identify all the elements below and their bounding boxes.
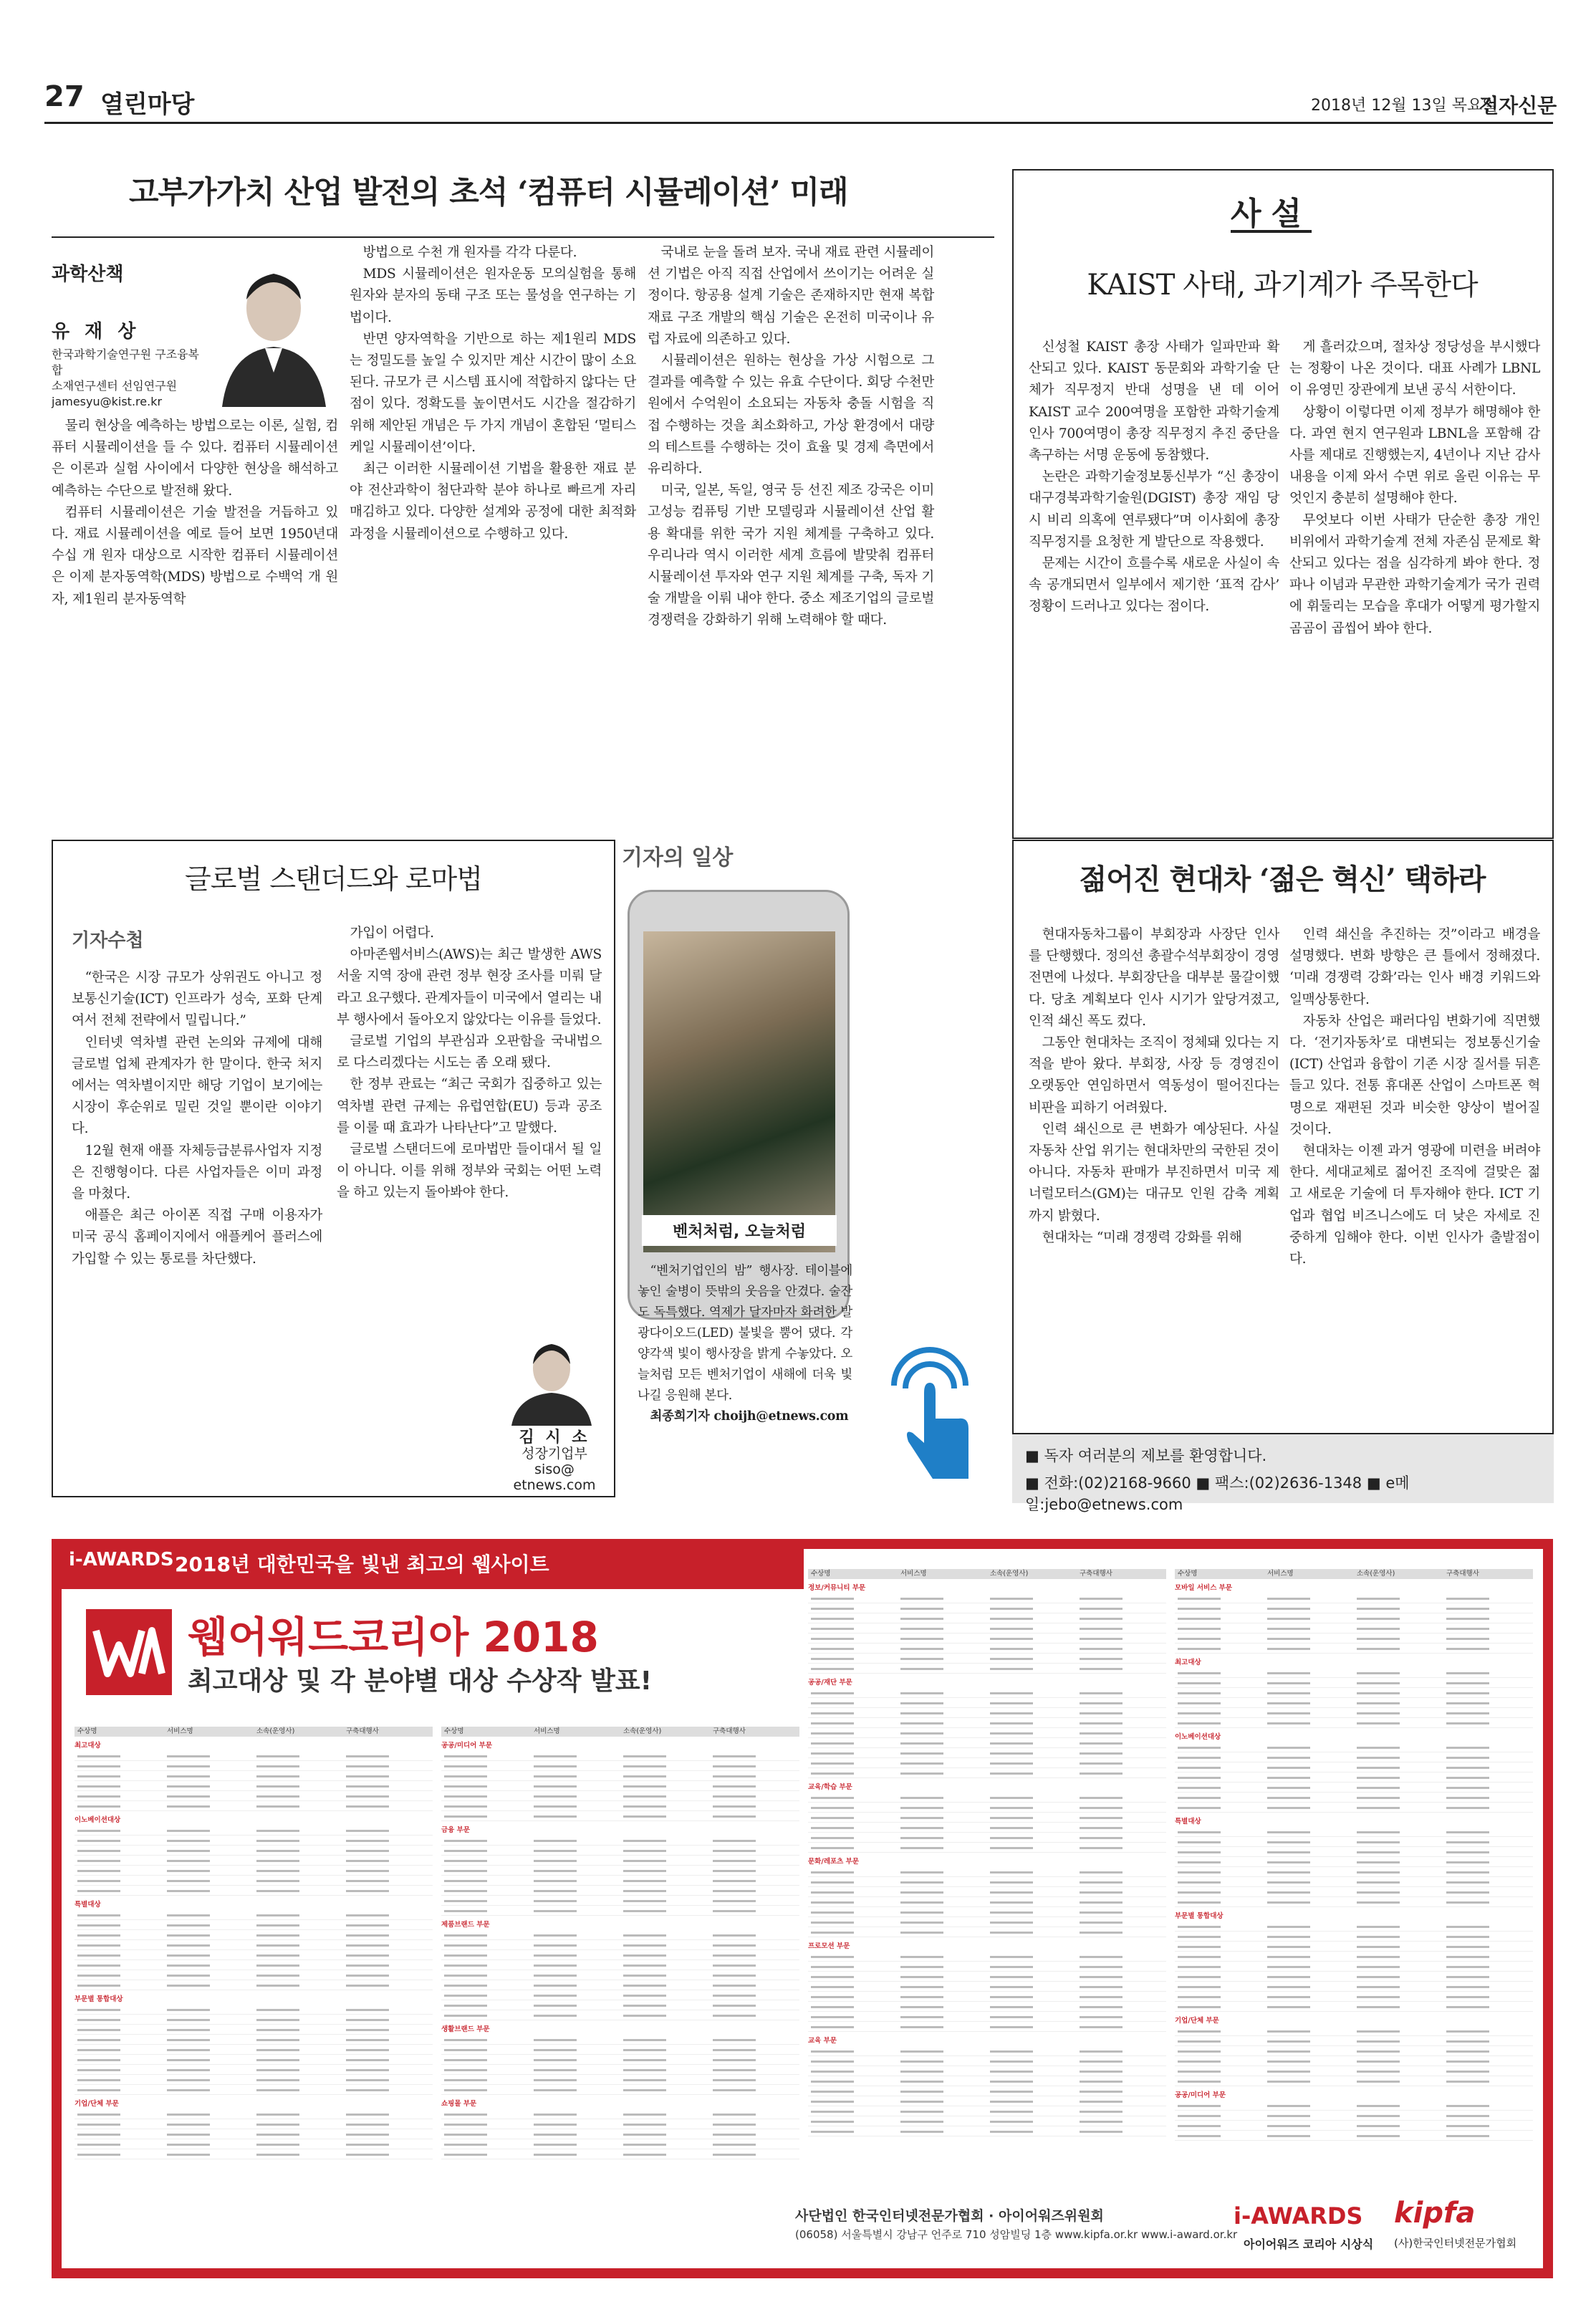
ad-table-row [808, 1793, 1166, 1803]
article-column-1 [52, 416, 338, 610]
ad-category: 정보/커뮤니티 부문 [808, 1584, 866, 1592]
ad-table-row [1175, 1644, 1533, 1654]
ad-table-row [441, 2075, 799, 2085]
iawards-logo: i-AWARDS [1234, 2202, 1363, 2230]
ad-table-row [74, 1960, 433, 1970]
ad-table-row [1175, 1708, 1533, 1718]
ad-table-row [1175, 2002, 1533, 2012]
ad-table-row [1175, 2121, 1533, 2131]
article-column-3 [648, 242, 934, 632]
ad-table-row [441, 1950, 799, 1960]
ad-table-row [74, 2025, 433, 2035]
ad-table-row [74, 1910, 433, 1920]
notice-line: ■ 독자 여러분의 제보를 환영합니다. [1025, 1447, 1267, 1464]
ad-table-row [1175, 2026, 1533, 2036]
ad-table-row [1175, 1603, 1533, 1613]
column-kicker: 기자수첩 [72, 930, 144, 951]
ad-table-row [1175, 1867, 1533, 1877]
ad-category: 공공/재단 부문 [808, 1679, 852, 1687]
ad-table-header-cell: 소속(운영사) [256, 1727, 295, 1735]
ad-table-row [808, 1633, 1166, 1644]
ad-table-row [808, 1952, 1166, 1962]
column-title: 글로벌 스탠더드와 로마법 [185, 863, 482, 895]
photo-caption: 벤처처럼, 오늘처럼 [642, 1215, 837, 1246]
paragraph: 무엇보다 이번 사태가 단순한 총장 개인 비위에서 과학기술계 전체 자존심 문제로 확산되고 있다는 점을 심각하게 봐야 한다. 정파나 이념과 무관한 과학기술계가 국가 권력에 휘둘리는 모습을 후대가 어떻게 평가할지 곰곰이 곱씹어 봐야 한다. [1289, 512, 1540, 636]
ad-table-row [1175, 2046, 1533, 2056]
ad-table-row [808, 1728, 1166, 1738]
paragraph: 미국, 일본, 독일, 영국 등 선진 제조 강국은 이미 고성능 컴퓨팅 기반 모델링과 시뮬레이션 산업 활용 확대를 위한 국가 지원 체계를 구축하고 있다. 우리나라 역시 이러한 세계 흐름에 발맞춰 컴퓨터 시뮬레이션 투자와 연구 지원 체계를 구축, 독자 기술 개발을 이뤄 내야 한다. 중소 제조기업의 글로벌 경쟁력을 강화하기 위해 노력해야 할 때다. [648, 483, 934, 628]
ad-table-row [1175, 1678, 1533, 1688]
ad-table-row [74, 2055, 433, 2065]
ad-table-row [1175, 1752, 1533, 1762]
author-email: siso@ [534, 1462, 575, 1477]
ad-table-header-cell: 소속(운영사) [990, 1570, 1029, 1578]
wa-logo-icon [86, 1609, 172, 1695]
ad-table-row [808, 1718, 1166, 1728]
paragraph: 인력 쇄신을 추진하는 것”이라고 배경을 설명했다. 변화 방향은 큰 틀에서 정해졌다. ‘미래 경쟁력 강화’라는 인사 배경 키워드와 일맥상통한다. [1289, 927, 1540, 1007]
ad-table-row [441, 1846, 799, 1856]
ad-table-header [441, 1727, 799, 1737]
column-text-2 [337, 923, 602, 1204]
ad-category: 특별대상 [74, 1901, 101, 1909]
ad-category: 공공/미디어 부문 [1175, 2091, 1226, 2099]
editorial-2-title: 젊어진 현대차 ‘젊은 혁신’ 택하라 [1079, 863, 1486, 896]
ad-table-row [441, 1811, 799, 1821]
ad-table-row [441, 1886, 799, 1896]
ad-category: 생활브랜드 부문 [441, 2025, 490, 2033]
ad-table-row [74, 1801, 433, 1811]
ad-table-row [441, 1751, 799, 1761]
ad-table-row [808, 2046, 1166, 2056]
section-title: 열린마당 [100, 90, 195, 119]
ad-table-row [441, 1930, 799, 1940]
ad-table-row [74, 1920, 433, 1930]
ad-table-row [441, 1876, 799, 1886]
ad-table-row [808, 1982, 1166, 1992]
ad-table-row [441, 2149, 799, 2159]
ad-table-row [1175, 1762, 1533, 1772]
ad-table-row [808, 1758, 1166, 1768]
reader-notice [1012, 1434, 1554, 1513]
ad-table-row [441, 1866, 799, 1876]
ad-category: 부문별 통합대상 [1175, 1912, 1224, 1920]
ad-table-row [441, 1940, 799, 1950]
ad-table-header-cell: 구축대행사 [1446, 1570, 1479, 1578]
ad-table-row [441, 2010, 799, 2020]
author-name: 김 시 소 [519, 1429, 590, 1447]
ad-table-row [808, 2086, 1166, 2096]
ad-table-row [808, 1813, 1166, 1823]
paragraph: 아마존웹서비스(AWS)는 최근 발생한 AWS 서울 지역 장애 관련 정부 현장 조사를 미뤄 달라고 요구했다. 관계자들이 미국에서 열리는 내부 행사에서 돌아오지 않았다는 이유를 들었다. [337, 947, 602, 1027]
ad-table-row [1175, 1932, 1533, 1942]
ad-category: 이노베이션대상 [74, 1816, 121, 1824]
article-title: 고부가가치 산업 발전의 초석 ‘컴퓨터 시뮬레이션’ 미래 [129, 175, 848, 211]
ad-table-row [441, 1990, 799, 2000]
kipfa-logo: kipfa [1394, 2197, 1476, 2230]
paragraph: “벤처기업인의 밤” 행사장. 테이블에 놓인 술병이 뜻밖의 웃음을 안겼다. 술잔도 독특했다. 역제가 달자마자 화려한 발광다이오드(LED) 불빛을 뿜어 댔다. 각양각색 빛이 행사장을 밝게 수놓았다. 오늘처럼 모든 벤처기업이 새해에 더욱 빛나길 응원해 본다. [638, 1264, 852, 1403]
ad-table-row [74, 1876, 433, 1886]
ad-table-row [441, 1896, 799, 1906]
ad-table-row [1175, 1668, 1533, 1678]
ad-table [74, 1727, 433, 2159]
ad-table-row [1175, 1742, 1533, 1752]
ad-category: 모바일 서비스 부문 [1175, 1584, 1233, 1592]
issue-date: 2018년 12월 13일 목요일 [1311, 97, 1498, 115]
ad-table-row [1175, 1847, 1533, 1857]
ad-table-header-cell: 구축대행사 [1080, 1570, 1112, 1578]
touch-icon [880, 1343, 980, 1486]
ad-table-header-cell: 수상명 [1178, 1570, 1198, 1578]
daily-photo [643, 931, 835, 1252]
page-number: 27 [44, 80, 85, 113]
ad-table-row [74, 1751, 433, 1761]
ad-table-row [74, 2129, 433, 2139]
ad-table-row [441, 2109, 799, 2119]
ad-table-row [808, 2012, 1166, 2022]
ad-table-row [74, 1781, 433, 1791]
article-column-2 [350, 242, 636, 545]
ad-table [441, 1727, 799, 2159]
title-rule [52, 236, 994, 238]
ad-table-row [808, 1992, 1166, 2002]
ad-table-row [441, 1980, 799, 1990]
ad-table-header [1175, 1569, 1533, 1579]
ad-table-row [74, 1771, 433, 1781]
column-byline [507, 1430, 602, 1493]
paper-name: 전자신문 [1479, 94, 1557, 117]
paragraph: 그동안 현대차는 조직이 정체돼 있다는 지적을 받아 왔다. 부회장, 사장 등 경영진이 오랫동안 연임하면서 역동성이 떨어진다는 비판을 피하기 어려웠다. [1029, 1035, 1279, 1116]
ad-table-row [808, 1623, 1166, 1633]
ad-subtitle: 최고대상 및 각 분야별 대상 수상작 발표! [188, 1666, 653, 1696]
ad-table-row [441, 1801, 799, 1811]
ad-category: 금융 부문 [441, 1826, 471, 1834]
author-email: jamesyu@kist.re.kr [52, 395, 163, 408]
ad-category: 이노베이션대상 [1175, 1733, 1221, 1741]
paragraph: 논란은 과학기술정보통신부가 “신 총장이 대구경북과학기술원(DGIST) 총장 재임 당시 비리 의혹에 연루됐다”며 이사회에 총장 직무정지를 요청한 게 발단으로 작용했다. [1029, 469, 1279, 550]
ad-table-header [74, 1727, 433, 1737]
paragraph: 인력 쇄신으로 큰 변화가 예상된다. 사실 자동차 산업 위기는 현대차만의 국한된 것이 아니다. 자동차 판매가 부진하면서 미국 제너럴모터스(GM)는 대규모 인원 감축 계획까지 밝혔다. [1029, 1121, 1279, 1224]
author-photo [501, 1335, 602, 1426]
ad-table-row [74, 1761, 433, 1771]
header-rule [44, 122, 1553, 124]
ad-table-row [1175, 1793, 1533, 1803]
ad-category: 기업/단체 부문 [1175, 2017, 1219, 2025]
ad-footer-org: 사단법인 한국인터넷전문가협회 · 아이어워즈위원회 [795, 2208, 1104, 2224]
ad-table-row [808, 1698, 1166, 1708]
ad-table-row [441, 1906, 799, 1916]
paragraph: 12월 현재 애플 자체등급분류사업자 지정은 진행형이다. 다른 사업자들은 이미 과정을 마쳤다. [72, 1143, 322, 1202]
ad-table-header-cell: 구축대행사 [346, 1727, 379, 1735]
ad-table-row [1175, 2131, 1533, 2141]
ad-table-row [74, 1856, 433, 1866]
ad-table-row [74, 1791, 433, 1801]
ad-table-header-cell: 서비스명 [534, 1727, 560, 1735]
ad-org-2: (사)한국인터넷전문가협회 [1394, 2237, 1517, 2250]
daily-title: 기자의 일상 [622, 845, 734, 870]
ad-table-row [808, 2076, 1166, 2086]
ad-table-row [441, 1836, 799, 1846]
ad-table-row [808, 1768, 1166, 1778]
ad-table-row [808, 2126, 1166, 2136]
ad-table-row [1175, 2066, 1533, 2076]
editorial-2-column-1 [1029, 924, 1279, 1249]
ad-table-row [441, 2139, 799, 2149]
ad-table-row [441, 2035, 799, 2045]
ad-table-row [1175, 1623, 1533, 1633]
ad-table-row [1175, 1877, 1533, 1887]
ad-table-row [808, 2056, 1166, 2066]
ad-footer-address: (06058) 서울특별시 강남구 언주로 710 성암빌딩 1층 www.kipfa.or.kr www.i-award.or.kr [795, 2228, 1238, 2241]
ad-table-header-cell: 수상명 [77, 1727, 97, 1735]
ad-table-row [808, 1867, 1166, 1877]
ad-table-header-cell: 구축대행사 [713, 1727, 746, 1735]
ad-table-row [808, 1688, 1166, 1698]
author-title: 성장기업부 [521, 1446, 587, 1462]
ad-table-row [1175, 1613, 1533, 1623]
ad-table-row [1175, 1982, 1533, 1992]
ad-table-header-cell: 수상명 [811, 1570, 831, 1578]
ad-table-row [808, 1962, 1166, 1972]
ad-table-row [1175, 1633, 1533, 1644]
ad-org-1: 아이어워즈 코리아 시상식 [1244, 2237, 1374, 2251]
paragraph: 신성철 KAIST 총장 사태가 일파만파 확산되고 있다. KAIST 동문회와 과학기술 단체가 직무정지 반대 성명을 낸 데 이어 KAIST 교수 200여명을 포함한 과학기술계 인사 700여명이 총장 직무정지 추진 중단을 촉구하는 서명 운동에 동참했다. [1029, 340, 1279, 464]
ad-table-row [1175, 1783, 1533, 1793]
ad-table-row [808, 2106, 1166, 2116]
ad-table-row [808, 1603, 1166, 1613]
paragraph: MDS 시뮬레이션은 원자운동 모의실험을 통해 원자와 분자의 동태 구조 또는 물성을 연구하는 기법이다. [350, 267, 636, 325]
ad-table-row [441, 2055, 799, 2065]
ad-table-row [808, 1748, 1166, 1758]
editorial-divider [1012, 840, 1554, 841]
ad-table-row [808, 1664, 1166, 1674]
paragraph: 시뮬레이션은 원하는 현상을 가상 시험으로 그 결과를 예측할 수 있는 유효 수단이다. 회당 수천만원에서 수억원이 소요되는 자동차 충돌 시험을 직접 수행하는 것을 최소화하고, 가상 환경에서 대량의 테스트를 수행하는 것이 효율 및 경제 측면에서 유리하다. [648, 353, 934, 477]
editorial-label: 사설 [1231, 196, 1312, 232]
ad-table-row [441, 2085, 799, 2095]
ad-table-row [74, 2085, 433, 2095]
ad-table-row [808, 1833, 1166, 1843]
ad-table-row [1175, 1827, 1533, 1837]
ad-table-row [1175, 1972, 1533, 1982]
ad-table-row [1175, 1897, 1533, 1907]
ad-table-row [441, 1771, 799, 1781]
author-affiliation-line: 소재연구센터 선임연구원 [52, 379, 178, 393]
ad-table-row [74, 2045, 433, 2055]
ad-table-row [441, 1970, 799, 1980]
paragraph: 방법으로 수천 개 원자를 각각 다룬다. [362, 245, 577, 260]
paragraph: 글로벌 스탠더드에 로마법만 들이대서 될 일이 아니다. 이를 위해 정부와 국회는 어떤 노력을 하고 있는지 돌아봐야 한다. [337, 1142, 602, 1201]
ad-table-row [808, 2002, 1166, 2012]
ad-table-header-cell: 서비스명 [1267, 1570, 1294, 1578]
ad-table-row [808, 1877, 1166, 1887]
ad-table-row [1175, 2036, 1533, 2046]
ad-table-row [808, 1843, 1166, 1853]
ad-table-row [1175, 2056, 1533, 2066]
ad-table-row [74, 1836, 433, 1846]
ad-table-header-cell: 소속(운영사) [623, 1727, 662, 1735]
ad-table-row [74, 2005, 433, 2015]
ad-table-row [74, 2139, 433, 2149]
editorial-1-title: KAIST 사태, 과기계가 주목한다 [1087, 269, 1478, 302]
daily-byline: 최종희기자 choijh@etnews.com [650, 1409, 849, 1424]
ad-table-row [1175, 1718, 1533, 1728]
ad-table-row [74, 2075, 433, 2085]
ad-table-row [808, 2022, 1166, 2032]
ad-table-row [74, 1950, 433, 1960]
ad-category: 특별대상 [1175, 1818, 1201, 1826]
ad-table-row [808, 1917, 1166, 1927]
ad-table-row [441, 1960, 799, 1970]
ad-table-row [441, 2065, 799, 2075]
paragraph: 인터넷 역차별 관련 논의와 규제에 대해 글로벌 업체 관계자가 한 말이다. 한국 처지에서는 역차별이지만 해당 기업이 보기에는 시장이 후순위로 밀린 것일 뿐이란 이야기다. [72, 1035, 322, 1137]
ad-table-row [1175, 1922, 1533, 1932]
ad-table-header-cell: 소속(운영사) [1357, 1570, 1395, 1578]
ad-table-row [74, 1846, 433, 1856]
ad-table-row [74, 2065, 433, 2075]
ad-table-row [441, 2119, 799, 2129]
author-name: 유 재 상 [52, 321, 140, 342]
ad-category: 부문별 통합대상 [74, 1995, 123, 2003]
ad-table-row [808, 1654, 1166, 1664]
author-photo [215, 258, 333, 407]
ad-table-row [1175, 1688, 1533, 1698]
column-text-1 [72, 967, 322, 1270]
daily-text [638, 1261, 852, 1427]
paragraph: 자동차 산업은 패러다임 변화기에 직면했다. ‘전기자동차’로 대변되는 정보통신기술(ICT) 산업과 융합이 기존 시장 질서를 뒤흔들고 있다. 전통 휴대폰 산업이 스마트폰 혁명으로 재편된 것과 비슷한 양상이 벌어질 것이다. [1289, 1013, 1540, 1137]
ad-table-row [441, 1856, 799, 1866]
notice-contact: ■ 전화:(02)2168-9660 ■ 팩스:(02)2636-1348 ■ e메일:jebo@etnews.com [1025, 1474, 1410, 1513]
ad-table-row [1175, 2101, 1533, 2111]
ad-table [1175, 1569, 1533, 2141]
ad-table-row [1175, 1772, 1533, 1783]
paragraph: 컴퓨터 시뮬레이션은 기술 발전을 거듭하고 있다. 재료 시뮬레이션을 예로 들어 보면 1950년대 수십 개 원자 대상으로 시작한 컴퓨터 시뮬레이션은 이제 분자동역학(MDS) 방법으로 수백억 개 원자, 제1원리 분자동역학 [52, 504, 338, 607]
ad-table-row [74, 1886, 433, 1896]
ad-category: 문화/레포츠 부문 [808, 1858, 860, 1866]
ad-table-row [74, 2109, 433, 2119]
paragraph: 물리 현상을 예측하는 방법으로는 이론, 실험, 컴퓨터 시뮬레이션을 들 수 있다. 컴퓨터 시뮬레이션은 이론과 실험 사이에서 다양한 현상을 해석하고 예측하는 수단으로 발전해 왔다. [52, 418, 338, 499]
ad-table-row [74, 1866, 433, 1876]
paragraph: 애플은 최근 아이폰 직접 구매 이용자가 미국 공식 홈페이지에서 애플케어 플러스에 가입할 수 있는 통로를 차단했다. [72, 1208, 322, 1267]
ad-table-row [74, 1930, 433, 1940]
paragraph: 현대차는 이젠 과거 영광에 미련을 버려야 한다. 세대교체로 젊어진 조직에 걸맞은 젊고 새로운 기술에 더 투자해야 한다. ICT 기업과 협업 비즈니스에도 더 낮은 자세로 진중하게 임해야 한다. 이번 인사가 출발점이다. [1289, 1143, 1540, 1267]
ad-title: 웹어워드코리아 2018 [188, 1613, 599, 1661]
editorial-1-column-1 [1029, 337, 1279, 618]
ad-category: 교육/학습 부문 [808, 1783, 852, 1791]
ad-table-row [808, 1613, 1166, 1623]
paragraph: 게 흘러갔으며, 절차상 정당성을 부시했다는 정황이 나온 것이다. 대표 사례가 LBNL이 유영민 장관에게 보낸 공식 서한이다. [1289, 340, 1540, 398]
paragraph: 문제는 시간이 흐를수록 새로운 사실이 속속 공개되면서 일부에서 제기한 ‘표적 감사’ 정황이 드러나고 있다는 점이다. [1029, 556, 1279, 615]
paragraph: 한 정부 관료는 “최근 국회가 집중하고 있는 역차별 관련 규제는 유럽연합(EU) 등과 공조를 이룰 때 효과가 나타난다”고 말했다. [337, 1077, 602, 1136]
ad-year-title: 2018년 대한민국을 빛낸 최고의 웹사이트 [175, 1553, 549, 1576]
editorial-1-column-2 [1289, 337, 1540, 640]
paragraph: 반면 양자역학을 기반으로 하는 제1원리 MDS는 정밀도를 높일 수 있지만 계산 시간이 많이 소요된다. 규모가 큰 시스템 표시에 적합하지 않다는 단점이 있다. 정확도를 높이면서도 시간을 절감하기 위해 제안된 개념은 두 가지 개념이 혼합된 ‘멀티스케일 시뮬레이션’이다. [350, 331, 636, 455]
ad-table-row [1175, 2111, 1533, 2121]
paragraph: 가입이 어렵다. [350, 926, 434, 941]
ad-table-row [808, 1644, 1166, 1654]
ad-table-row [1175, 1992, 1533, 2002]
ad-table-row [808, 2116, 1166, 2126]
paragraph: 최근 이러한 시뮬레이션 기법을 활용한 재료 분야 전산과학이 첨단과학 분야 하나로 빠르게 자리매김하고 있다. 다양한 설계와 공정에 대한 최적화 과정을 시뮬레이션으로 수행하고 있다. [350, 461, 636, 542]
ad-table-row [74, 1970, 433, 1980]
ad-table-header-cell: 서비스명 [900, 1570, 927, 1578]
ad-table-row [808, 1803, 1166, 1813]
ad-table-row [808, 1907, 1166, 1917]
ad-table-row [808, 1887, 1166, 1897]
paragraph: “한국은 시장 규모가 상위권도 아니고 정보통신기술(ICT) 인프라가 성숙, 포화 단계여서 전체 전략에서 밀립니다.” [72, 970, 322, 1029]
ad-table-row [74, 1940, 433, 1950]
ad-table-row [808, 2066, 1166, 2076]
ad-table-row [441, 2045, 799, 2055]
ad-table-row [441, 2000, 799, 2010]
ad-table-row [74, 2149, 433, 2159]
ad-category: 최고대상 [74, 1742, 101, 1750]
ad-table-row [74, 1826, 433, 1836]
ad-table-header-cell: 서비스명 [167, 1727, 193, 1735]
ad-table-row [1175, 1887, 1533, 1897]
ad-table-row [808, 1738, 1166, 1748]
ad-category: 제품브랜드 부문 [441, 1921, 490, 1929]
editorial-2-column-2 [1289, 924, 1540, 1270]
column-kicker: 과학산책 [52, 264, 124, 285]
ad-table-row [808, 1897, 1166, 1907]
ad-table-row [808, 1972, 1166, 1982]
ad-table-row [441, 1781, 799, 1791]
author-affiliation [52, 347, 202, 410]
ad-table-row [808, 1708, 1166, 1718]
ad-table-row [808, 1593, 1166, 1603]
paragraph: 글로벌 기업의 부관심과 오판함을 국내법으로 다스리겠다는 시도는 좀 오래 됐다. [337, 1034, 602, 1071]
paragraph: 현대차는 “미래 경쟁력 강화를 위해 [1042, 1229, 1242, 1245]
ad-table-row [1175, 1837, 1533, 1847]
ad-table-row [441, 2129, 799, 2139]
ad-table-row [808, 2096, 1166, 2106]
ad-table-row [808, 1823, 1166, 1833]
author-affiliation-line: 한국과학기술연구원 구조융복합 [52, 347, 200, 377]
ad-category: 공공/미디어 부문 [441, 1742, 493, 1750]
paragraph: 현대자동차그룹이 부회장과 사장단 인사를 단행했다. 정의선 총괄수석부회장이 경영 전면에 나섰다. 부회장단을 대부분 물갈이했다. 당초 계획보다 인사 시기가 앞당겨졌고, 인적 쇄신 폭도 컸다. [1029, 927, 1279, 1029]
ad-category: 최고대상 [1175, 1659, 1201, 1666]
ad-table-row [74, 2035, 433, 2045]
ad-table-header-cell: 수상명 [444, 1727, 464, 1735]
ad-table-row [74, 1980, 433, 1990]
ad-table-row [1175, 2076, 1533, 2086]
ad-table-row [441, 1791, 799, 1801]
ad-table-row [74, 2119, 433, 2129]
ad-table-row [1175, 1593, 1533, 1603]
ad-table-row [1175, 1962, 1533, 1972]
author-site: etnews.com [513, 1477, 596, 1493]
ad-category: 쇼핑몰 부문 [441, 2100, 477, 2108]
ad-category: 프로모션 부문 [808, 1942, 850, 1950]
ad-table-row [74, 2015, 433, 2025]
paragraph: 국내로 눈을 돌려 보자. 국내 재료 관련 시뮬레이션 기법은 아직 직접 산업에서 쓰이기는 어려운 실정이다. 항공용 설계 기술은 존재하지만 현재 복합재료 구조 개발의 핵심 기술은 온전히 미국이나 유럽 자료에 의존하고 있다. [648, 245, 934, 347]
ad-brand: i-AWARDS [69, 1549, 174, 1570]
ad-table-row [1175, 1952, 1533, 1962]
paragraph: 상황이 이렇다면 이제 정부가 해명해야 한다. 과연 현지 연구원과 LBNL을 포함해 감사를 제대로 진행했는지, 4년이나 지난 감사 내용을 이제 와서 수면 위로 올린 이유는 무엇인지 충분히 설명해야 한다. [1289, 404, 1540, 507]
ad-category: 교육 부문 [808, 2037, 837, 2045]
ad-table-row [1175, 1942, 1533, 1952]
ad-table-row [1175, 1803, 1533, 1813]
ad-table [808, 1569, 1166, 2136]
ad-table-header [808, 1569, 1166, 1579]
ad-table-row [1175, 1698, 1533, 1708]
ad-table-row [808, 1927, 1166, 1937]
ad-table-row [441, 1761, 799, 1771]
ad-table-row [1175, 1857, 1533, 1867]
ad-category: 기업/단체 부문 [74, 2100, 119, 2108]
